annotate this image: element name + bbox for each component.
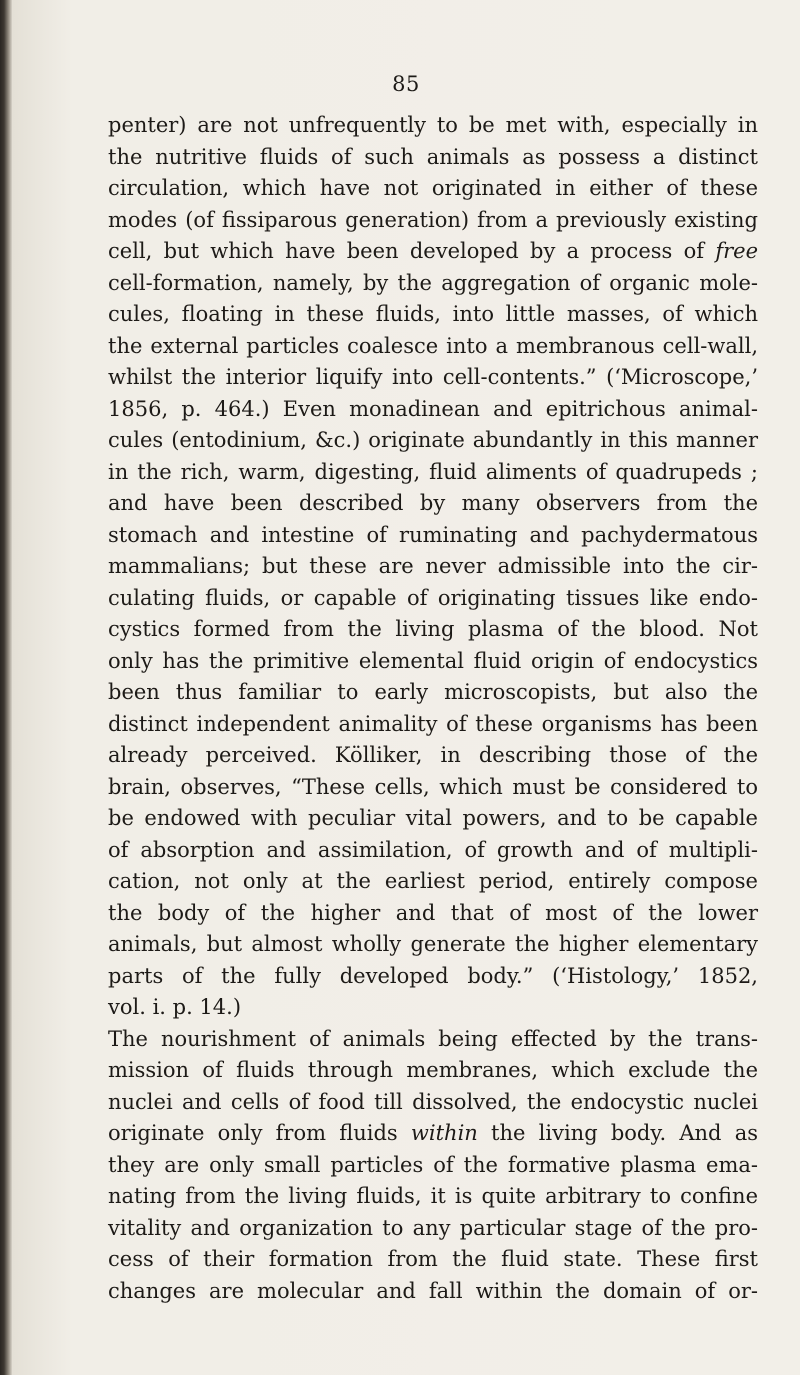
text-line: vitality and organization to any particular stage of the pro- bbox=[108, 1215, 758, 1240]
text-line: cules, floating in these fluids, into little masses, of which bbox=[108, 302, 758, 326]
text-line: circulation, which have not originated in either of these bbox=[108, 176, 758, 200]
text-line: mission of fluids through membranes, which exclude the bbox=[108, 1058, 758, 1082]
text-line: penter) are not unfrequently to be met with, especially in bbox=[108, 113, 758, 137]
text-line: cess of their formation from the fluid state. These first bbox=[108, 1247, 758, 1271]
text-line: mammalians; but these are never admissible into the cir- bbox=[108, 554, 758, 578]
text-line: originate only from fluids within the living body. And as bbox=[108, 1121, 758, 1145]
text-line: the body of the higher and that of most of the lower bbox=[108, 900, 758, 925]
text-line: been thus familiar to early microscopists, but also the bbox=[108, 680, 758, 704]
text-line: only has the primitive elemental fluid origin of endocystics bbox=[108, 648, 758, 673]
text-line: be endowed with peculiar vital powers, and to be capable bbox=[108, 806, 758, 830]
italic-emphasis: free bbox=[715, 239, 758, 263]
text-line: cystics formed from the living plasma of the blood. Not bbox=[108, 617, 758, 641]
text-line: and have been described by many observers from the bbox=[108, 491, 758, 515]
text-line: cules (entodinium, &c.) originate abundantly in this manner bbox=[108, 428, 758, 452]
text-line: The nourishment of animals being effected by the trans- bbox=[108, 1026, 758, 1051]
text-line: 1856, p. 464.) Even monadinean and epitrichous animal- bbox=[108, 396, 758, 421]
text-line: vol. i. p. 14.) bbox=[108, 995, 242, 1019]
page-number: 85 bbox=[392, 72, 420, 96]
text-line: cell, but which have been developed by a process of free bbox=[108, 239, 758, 263]
text-line: animals, but almost wholly generate the higher elementary bbox=[108, 932, 758, 956]
italic-emphasis: within bbox=[410, 1121, 478, 1145]
text-line: changes are molecular and fall within the domain of or- bbox=[108, 1278, 758, 1303]
text-line: the external particles coalesce into a membranous cell-wall, bbox=[108, 333, 758, 358]
text-line: nating from the living fluids, it is quite arbitrary to confine bbox=[108, 1184, 758, 1208]
text-line: culating fluids, or capable of originating tissues like endo- bbox=[108, 585, 758, 610]
text-line: brain, observes, “These cells, which must be considered to bbox=[108, 774, 758, 799]
book-page bbox=[12, 0, 800, 1375]
text-line: nuclei and cells of food till dissolved, the endocystic nuclei bbox=[108, 1089, 758, 1114]
text-line: whilst the interior liquify into cell-contents.” (‘Microscope,’ bbox=[108, 365, 758, 389]
text-line: already perceived. Kölliker, in describing those of the bbox=[108, 743, 758, 767]
text-line: in the rich, warm, digesting, fluid aliments of quadrupeds ; bbox=[108, 459, 758, 484]
text-line: of absorption and assimilation, of growth and of multipli- bbox=[108, 837, 758, 862]
text-line: stomach and intestine of ruminating and pachydermatous bbox=[108, 522, 758, 547]
text-line: parts of the fully developed body.” (‘Histology,’ 1852, bbox=[108, 963, 758, 988]
text-line: the nutritive fluids of such animals as possess a distinct bbox=[108, 144, 758, 169]
book-spine-shadow bbox=[0, 0, 12, 1375]
text-line: cell-formation, namely, by the aggregation of organic mole- bbox=[108, 270, 758, 295]
body-text bbox=[108, 110, 758, 1307]
text-line: distinct independent animality of these organisms has been bbox=[108, 711, 758, 736]
text-line: cation, not only at the earliest period, entirely compose bbox=[108, 869, 758, 893]
text-line: modes (of fissiparous generation) from a previously existing bbox=[108, 207, 758, 232]
text-line: they are only small particles of the formative plasma ema- bbox=[108, 1152, 758, 1177]
